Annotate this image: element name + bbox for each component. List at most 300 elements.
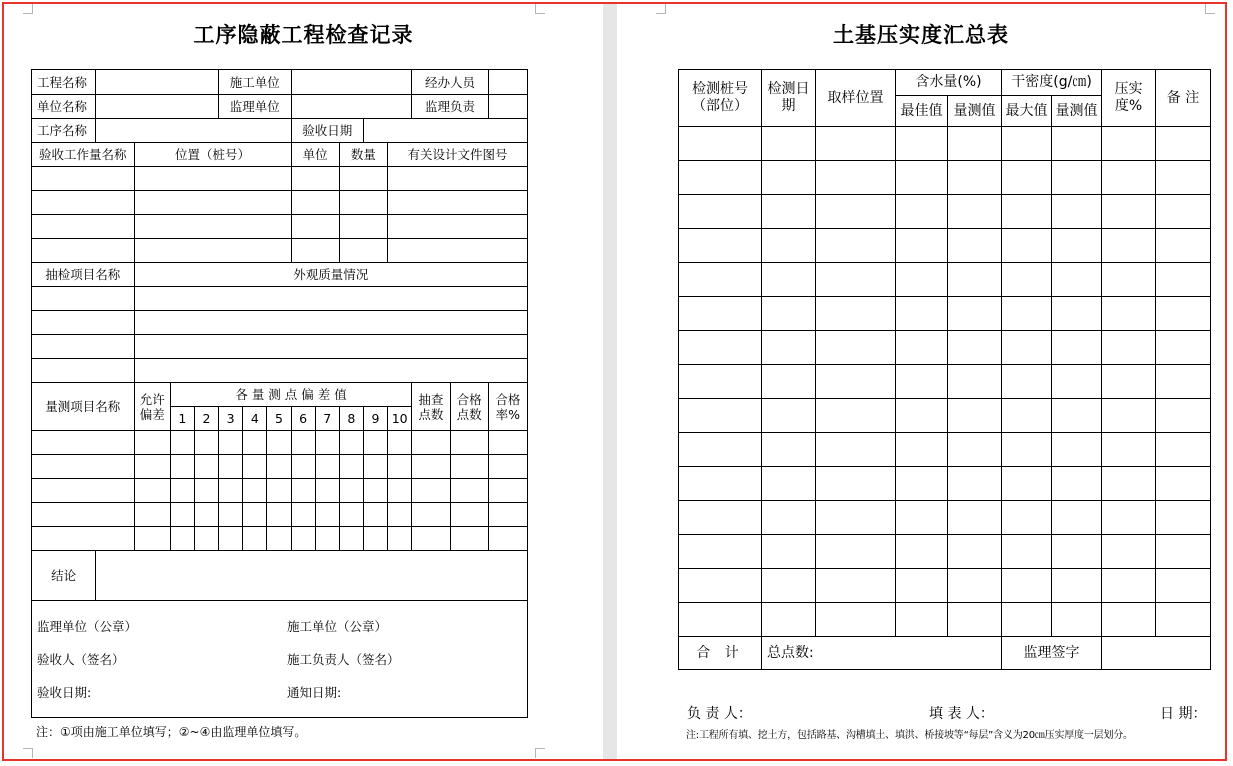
cell[interactable] [816, 195, 896, 229]
unit-name-value[interactable] [96, 95, 219, 119]
cell[interactable] [219, 479, 243, 503]
cell[interactable] [896, 569, 948, 603]
cell[interactable] [1156, 433, 1211, 467]
cell[interactable] [134, 311, 527, 335]
cell[interactable] [363, 527, 387, 551]
cell[interactable] [816, 399, 896, 433]
cell[interactable] [1156, 195, 1211, 229]
cell[interactable] [1102, 569, 1156, 603]
cell[interactable] [450, 479, 488, 503]
conclusion-value[interactable] [96, 551, 528, 601]
cell[interactable] [134, 335, 527, 359]
cell[interactable] [267, 527, 291, 551]
cell[interactable] [679, 161, 762, 195]
design-doc-header: 有关设计文件图号 [388, 143, 528, 167]
cell[interactable] [948, 229, 1002, 263]
cell[interactable] [1156, 603, 1211, 637]
cell[interactable] [816, 229, 896, 263]
cell[interactable] [267, 479, 291, 503]
cell[interactable] [134, 287, 527, 311]
cell[interactable] [134, 239, 291, 263]
cell[interactable] [1052, 161, 1102, 195]
dry-density-header: 干密度(g/㎝) [1002, 70, 1102, 96]
page-gutter [603, 4, 617, 759]
cell[interactable] [243, 431, 267, 455]
cell[interactable] [32, 527, 135, 551]
cell[interactable] [1052, 603, 1102, 637]
cell[interactable] [762, 467, 816, 501]
cell[interactable] [1002, 603, 1052, 637]
cell[interactable] [762, 433, 816, 467]
cell[interactable] [948, 569, 1002, 603]
quantity-header: 数量 [339, 143, 387, 167]
cell[interactable] [948, 365, 1002, 399]
cell[interactable] [762, 569, 816, 603]
cell[interactable] [762, 535, 816, 569]
cell[interactable] [32, 503, 135, 527]
cell[interactable] [450, 431, 488, 455]
cell[interactable] [170, 527, 194, 551]
process-name-label: 工序名称 [32, 119, 96, 143]
cell[interactable] [762, 365, 816, 399]
cell[interactable] [816, 501, 896, 535]
cell[interactable] [1102, 127, 1156, 161]
cell[interactable] [194, 431, 218, 455]
supervision-lead-value[interactable] [488, 95, 527, 119]
cell[interactable] [1156, 127, 1211, 161]
cell[interactable] [679, 331, 762, 365]
cell[interactable] [1102, 195, 1156, 229]
cell[interactable] [948, 603, 1002, 637]
cell[interactable] [170, 503, 194, 527]
acceptance-date-label: 验收日期 [291, 119, 363, 143]
cell[interactable] [1156, 161, 1211, 195]
cell[interactable] [948, 535, 1002, 569]
cell[interactable] [1102, 535, 1156, 569]
cell[interactable] [32, 287, 135, 311]
cell[interactable] [896, 331, 948, 365]
cell[interactable] [679, 569, 762, 603]
cell[interactable] [679, 127, 762, 161]
cell[interactable] [134, 527, 170, 551]
cell[interactable] [896, 229, 948, 263]
cell[interactable] [170, 431, 194, 455]
cell[interactable] [267, 455, 291, 479]
data-row [679, 297, 1211, 331]
cell[interactable] [1002, 433, 1052, 467]
corner-mark [23, 748, 33, 758]
cell[interactable] [134, 479, 170, 503]
point-number: 3 [219, 407, 243, 431]
cell[interactable] [339, 479, 363, 503]
cell[interactable] [291, 215, 339, 239]
handler-value[interactable] [488, 70, 527, 95]
cell[interactable] [32, 335, 135, 359]
cell[interactable] [412, 431, 450, 455]
cell[interactable] [948, 127, 1002, 161]
cell[interactable] [219, 431, 243, 455]
cell[interactable] [816, 263, 896, 297]
cell[interactable] [450, 503, 488, 527]
cell[interactable] [32, 239, 135, 263]
test-date-header: 检测日期 [762, 70, 816, 127]
cell[interactable] [762, 297, 816, 331]
cell[interactable] [388, 215, 528, 239]
cell[interactable] [1102, 603, 1156, 637]
cell[interactable] [816, 331, 896, 365]
supervisor-sign-label: 监理签字 [1002, 637, 1102, 670]
cell[interactable] [948, 297, 1002, 331]
cell[interactable] [816, 127, 896, 161]
cell[interactable] [339, 431, 363, 455]
cell[interactable] [896, 297, 948, 331]
cell[interactable] [267, 431, 291, 455]
cell[interactable] [32, 191, 135, 215]
spot-header-row [32, 263, 528, 287]
cell[interactable] [762, 603, 816, 637]
cell[interactable] [363, 431, 387, 455]
cell[interactable] [194, 479, 218, 503]
optimum-header: 最佳值 [896, 96, 948, 127]
cell[interactable] [896, 263, 948, 297]
cell[interactable] [1002, 229, 1052, 263]
cell[interactable] [1052, 433, 1102, 467]
cell[interactable] [315, 527, 339, 551]
cell[interactable] [315, 455, 339, 479]
responsible-person: 负 责 人： [687, 706, 752, 722]
cell[interactable] [816, 433, 896, 467]
cell[interactable] [388, 191, 528, 215]
project-name-value[interactable] [96, 70, 219, 95]
cell[interactable] [243, 455, 267, 479]
cell[interactable] [388, 239, 528, 263]
cell[interactable] [134, 431, 170, 455]
cell[interactable] [896, 467, 948, 501]
acceptance-date-value[interactable] [363, 119, 527, 143]
cell[interactable] [32, 311, 135, 335]
right-page [617, 4, 1225, 759]
cell[interactable] [948, 467, 1002, 501]
cell[interactable] [1102, 297, 1156, 331]
cell[interactable] [762, 229, 816, 263]
header-row [679, 70, 1211, 96]
cell[interactable] [1102, 399, 1156, 433]
cell[interactable] [948, 161, 1002, 195]
cell[interactable] [1052, 195, 1102, 229]
cell[interactable] [679, 467, 762, 501]
cell[interactable] [948, 195, 1002, 229]
cell[interactable] [948, 331, 1002, 365]
cell[interactable] [291, 431, 315, 455]
cell[interactable] [450, 455, 488, 479]
cell[interactable] [1052, 467, 1102, 501]
cell[interactable] [1156, 535, 1211, 569]
cell[interactable] [1002, 365, 1052, 399]
point-number: 7 [315, 407, 339, 431]
cell[interactable] [363, 455, 387, 479]
cell[interactable] [816, 569, 896, 603]
cell[interactable] [1052, 535, 1102, 569]
work-row [32, 215, 528, 239]
cell[interactable] [1052, 229, 1102, 263]
cell[interactable] [679, 603, 762, 637]
cell[interactable] [412, 479, 450, 503]
cell[interactable] [219, 455, 243, 479]
cell[interactable] [1052, 263, 1102, 297]
cell[interactable] [291, 239, 339, 263]
left-page [4, 4, 603, 759]
cell[interactable] [762, 263, 816, 297]
cell[interactable] [412, 503, 450, 527]
cell[interactable] [816, 365, 896, 399]
cell[interactable] [488, 431, 527, 455]
cell[interactable] [1002, 263, 1052, 297]
cell[interactable] [679, 365, 762, 399]
cell[interactable] [1102, 161, 1156, 195]
cell[interactable] [1156, 263, 1211, 297]
cell[interactable] [948, 501, 1002, 535]
cell[interactable] [1156, 501, 1211, 535]
cell[interactable] [1102, 229, 1156, 263]
cell[interactable] [291, 455, 315, 479]
cell[interactable] [363, 503, 387, 527]
cell[interactable] [679, 433, 762, 467]
cell[interactable] [1156, 569, 1211, 603]
signature-block [32, 601, 528, 718]
cell[interactable] [896, 501, 948, 535]
measure-row [32, 527, 528, 551]
cell[interactable] [194, 527, 218, 551]
cell[interactable] [679, 535, 762, 569]
cell[interactable] [488, 479, 527, 503]
cell[interactable] [679, 501, 762, 535]
cell[interactable] [339, 167, 387, 191]
allow-dev-header: 允许偏差 [134, 383, 170, 431]
data-row [679, 603, 1211, 637]
cell[interactable] [1156, 331, 1211, 365]
cell[interactable] [291, 527, 315, 551]
cell[interactable] [32, 215, 135, 239]
cell[interactable] [679, 399, 762, 433]
cell[interactable] [134, 215, 291, 239]
form-filler: 填 表 人： [929, 706, 994, 722]
cell[interactable] [134, 191, 291, 215]
measure-row [32, 455, 528, 479]
cell[interactable] [339, 503, 363, 527]
cell[interactable] [339, 191, 387, 215]
cell[interactable] [291, 503, 315, 527]
cell[interactable] [762, 501, 816, 535]
cell[interactable] [679, 195, 762, 229]
cell[interactable] [1052, 569, 1102, 603]
cell[interactable] [1156, 467, 1211, 501]
cell[interactable] [363, 479, 387, 503]
cell[interactable] [1102, 433, 1156, 467]
cell[interactable] [816, 467, 896, 501]
cell[interactable] [412, 527, 450, 551]
points-title: 各 量 测 点 偏 差 值 [170, 383, 411, 407]
cell[interactable] [948, 433, 1002, 467]
cell[interactable] [762, 127, 816, 161]
cell[interactable] [1052, 365, 1102, 399]
cell[interactable] [1002, 297, 1052, 331]
cell[interactable] [1002, 399, 1052, 433]
cell[interactable] [1002, 331, 1052, 365]
pass-rate-header: 合格率% [488, 383, 527, 431]
cell[interactable] [1052, 501, 1102, 535]
cell[interactable] [170, 479, 194, 503]
cell[interactable] [1102, 467, 1156, 501]
cell[interactable] [134, 167, 291, 191]
data-row [679, 535, 1211, 569]
cell[interactable] [388, 455, 412, 479]
cell[interactable] [32, 359, 135, 383]
cell[interactable] [1102, 331, 1156, 365]
point-number: 5 [267, 407, 291, 431]
data-row [679, 161, 1211, 195]
cell[interactable] [896, 535, 948, 569]
cell[interactable] [243, 479, 267, 503]
cell[interactable] [1002, 195, 1052, 229]
cell[interactable] [948, 399, 1002, 433]
cell[interactable] [896, 433, 948, 467]
cell[interactable] [315, 503, 339, 527]
cell[interactable] [1156, 399, 1211, 433]
cell[interactable] [194, 455, 218, 479]
data-row [679, 433, 1211, 467]
cell[interactable] [1052, 399, 1102, 433]
cell[interactable] [291, 167, 339, 191]
cell[interactable] [450, 527, 488, 551]
data-row [679, 127, 1211, 161]
cell[interactable] [896, 399, 948, 433]
cell[interactable] [762, 161, 816, 195]
cell[interactable] [388, 503, 412, 527]
cell[interactable] [816, 535, 896, 569]
cell[interactable] [1156, 229, 1211, 263]
sample-position-header: 取样位置 [816, 70, 896, 127]
cell[interactable] [1002, 127, 1052, 161]
total-row [679, 637, 1211, 670]
supervision-unit-value[interactable] [291, 95, 412, 119]
cell[interactable] [1102, 501, 1156, 535]
supervisor-sign-value[interactable] [1102, 637, 1211, 670]
cell[interactable] [194, 503, 218, 527]
cell[interactable] [291, 191, 339, 215]
cell[interactable] [32, 431, 135, 455]
cell[interactable] [816, 297, 896, 331]
info-row [32, 70, 528, 95]
cell[interactable] [388, 479, 412, 503]
cell[interactable] [1052, 297, 1102, 331]
cell[interactable] [134, 359, 527, 383]
cell[interactable] [896, 603, 948, 637]
cell[interactable] [1002, 501, 1052, 535]
cell[interactable] [488, 503, 527, 527]
cell[interactable] [1102, 263, 1156, 297]
conclusion-row [32, 551, 528, 601]
cell[interactable] [32, 479, 135, 503]
cell[interactable] [762, 399, 816, 433]
cell[interactable] [219, 503, 243, 527]
cell[interactable] [488, 455, 527, 479]
cell[interactable] [1002, 467, 1052, 501]
cell[interactable] [32, 455, 135, 479]
cell[interactable] [170, 455, 194, 479]
cell[interactable] [388, 167, 528, 191]
cell[interactable] [291, 479, 315, 503]
cell[interactable] [1052, 331, 1102, 365]
cell[interactable] [1102, 365, 1156, 399]
acceptance-date-field: 验收日期: [37, 685, 92, 700]
cell[interactable] [134, 455, 170, 479]
construction-unit-value[interactable] [291, 70, 412, 95]
cell[interactable] [816, 161, 896, 195]
cell[interactable] [134, 503, 170, 527]
cell[interactable] [1002, 569, 1052, 603]
cell[interactable] [388, 431, 412, 455]
total-label: 合 计 [679, 637, 762, 670]
cell[interactable] [243, 503, 267, 527]
cell[interactable] [219, 527, 243, 551]
cell[interactable] [896, 161, 948, 195]
cell[interactable] [488, 527, 527, 551]
cell[interactable] [762, 195, 816, 229]
cell[interactable] [896, 365, 948, 399]
cell[interactable] [679, 297, 762, 331]
notice-date-field: 通知日期: [287, 685, 342, 700]
cell[interactable] [339, 239, 387, 263]
cell[interactable] [1052, 127, 1102, 161]
corner-mark [1205, 4, 1215, 14]
spot-row [32, 359, 528, 383]
cell[interactable] [1156, 297, 1211, 331]
supervision-unit-label: 监理单位 [219, 95, 291, 119]
cell[interactable] [1156, 365, 1211, 399]
corner-mark [535, 748, 545, 758]
cell[interactable] [315, 431, 339, 455]
work-row [32, 167, 528, 191]
corner-mark [656, 4, 666, 14]
cell[interactable] [243, 527, 267, 551]
cell[interactable] [412, 455, 450, 479]
cell[interactable] [948, 263, 1002, 297]
work-row [32, 239, 528, 263]
data-row [679, 195, 1211, 229]
cell[interactable] [339, 215, 387, 239]
cell[interactable] [1002, 535, 1052, 569]
cell[interactable] [315, 479, 339, 503]
process-name-value[interactable] [96, 119, 291, 143]
cell[interactable] [339, 455, 363, 479]
cell[interactable] [679, 263, 762, 297]
cell[interactable] [388, 527, 412, 551]
cell[interactable] [762, 331, 816, 365]
point-number: 8 [339, 407, 363, 431]
cell[interactable] [267, 503, 291, 527]
left-footnote: 注：①项由施工单位填写；②~④由监理单位填写。 [36, 725, 307, 739]
cell[interactable] [339, 527, 363, 551]
cell[interactable] [32, 167, 135, 191]
cell[interactable] [896, 127, 948, 161]
cell[interactable] [679, 229, 762, 263]
moisture-header: 含水量(%) [896, 70, 1002, 96]
total-points-label: 总点数: [762, 637, 1002, 670]
cell[interactable] [1002, 161, 1052, 195]
cell[interactable] [816, 603, 896, 637]
project-name-label: 工程名称 [32, 70, 96, 95]
cell[interactable] [896, 195, 948, 229]
